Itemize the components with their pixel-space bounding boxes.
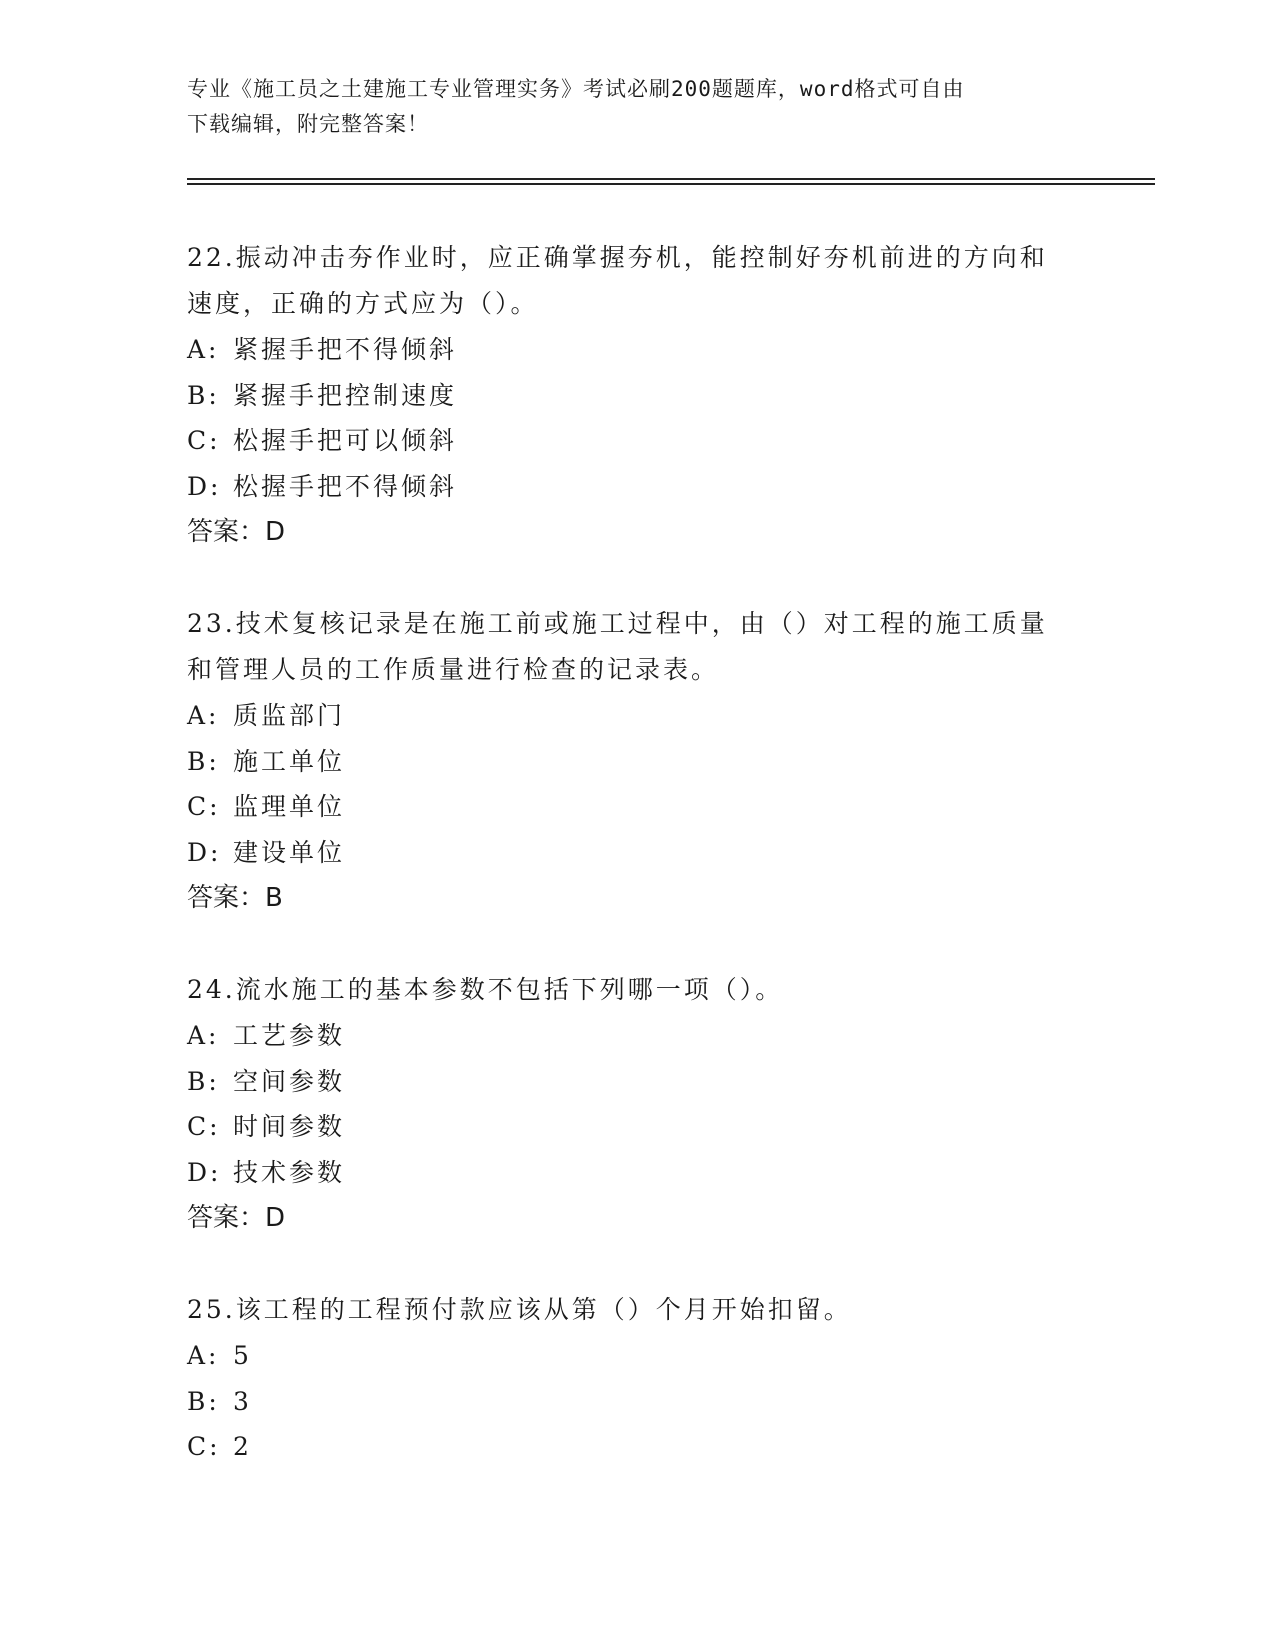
option-c: [187, 1104, 1087, 1150]
header-line-1: 专业《施工员之土建施工专业管理实务》考试必刷200题题库，word格式可自由: [187, 77, 965, 101]
option-letter: B:: [187, 1386, 220, 1416]
option-letter: A:: [187, 701, 220, 730]
option-letter: C:: [187, 426, 221, 455]
header-line-2: 下载编辑，附完整答案！: [187, 112, 429, 136]
option-letter: D:: [187, 471, 222, 501]
question-23: [187, 601, 1087, 921]
option-b: [187, 1059, 1087, 1105]
option-letter: A:: [187, 1021, 220, 1050]
option-text: 质监部门: [233, 701, 346, 730]
option-text: 松握手把可以倾斜: [233, 426, 458, 455]
option-text: 3: [233, 1386, 252, 1416]
option-c: [187, 1424, 1087, 1470]
question-25: [187, 1287, 1087, 1470]
option-text: 时间参数: [233, 1112, 346, 1141]
header-divider-top: [187, 178, 1155, 180]
option-d: [187, 464, 1087, 510]
header-divider-bottom: [187, 183, 1155, 185]
option-d: [187, 830, 1087, 876]
document-header: [187, 72, 1067, 142]
question-stem-line: 速度，正确的方式应为（）。: [187, 289, 539, 318]
option-text: 紧握手把不得倾斜: [233, 335, 458, 364]
option-letter: B:: [187, 1066, 220, 1096]
option-b: [187, 373, 1087, 419]
option-a: [187, 693, 1087, 739]
question-24: [187, 967, 1087, 1241]
question-stem-line: 25.该工程的工程预付款应该从第（）个月开始扣留。: [187, 1295, 852, 1324]
answer-label: 答案：B: [187, 883, 283, 913]
option-d: [187, 1150, 1087, 1196]
option-letter: A:: [187, 1341, 220, 1370]
option-letter: A:: [187, 335, 220, 364]
answer-label: 答案：D: [187, 517, 286, 547]
option-b: [187, 739, 1087, 785]
option-text: 紧握手把控制速度: [233, 380, 458, 410]
option-letter: C:: [187, 1112, 221, 1141]
option-text: 施工单位: [233, 746, 346, 776]
option-text: 监理单位: [233, 792, 346, 821]
answer-label: 答案：D: [187, 1203, 286, 1233]
question-stem-line: 和管理人员的工作质量进行检查的记录表。: [187, 655, 720, 684]
option-text: 空间参数: [233, 1066, 346, 1096]
option-letter: B:: [187, 380, 220, 410]
option-letter: B:: [187, 746, 220, 776]
option-a: [187, 327, 1087, 373]
option-a: [187, 1333, 1087, 1379]
question-list: [187, 235, 1087, 1516]
option-c: [187, 784, 1087, 830]
question-stem-line: 23.技术复核记录是在施工前或施工过程中，由（）对工程的施工质量: [187, 609, 1048, 638]
question-stem-line: 22.振动冲击夯作业时，应正确掌握夯机，能控制好夯机前进的方向和: [187, 243, 1048, 272]
question-stem-line: 24.流水施工的基本参数不包括下列哪一项（）。: [187, 975, 784, 1004]
option-c: [187, 418, 1087, 464]
option-letter: C:: [187, 792, 221, 821]
option-b: [187, 1379, 1087, 1425]
option-text: 技术参数: [233, 1157, 346, 1187]
option-text: 2: [233, 1432, 252, 1461]
question-22: [187, 235, 1087, 555]
option-letter: D:: [187, 837, 222, 867]
option-text: 工艺参数: [233, 1021, 346, 1050]
option-text: 建设单位: [233, 837, 346, 867]
option-text: 5: [233, 1341, 252, 1370]
option-text: 松握手把不得倾斜: [233, 471, 458, 501]
option-letter: D:: [187, 1157, 222, 1187]
option-a: [187, 1013, 1087, 1059]
option-letter: C:: [187, 1432, 221, 1461]
